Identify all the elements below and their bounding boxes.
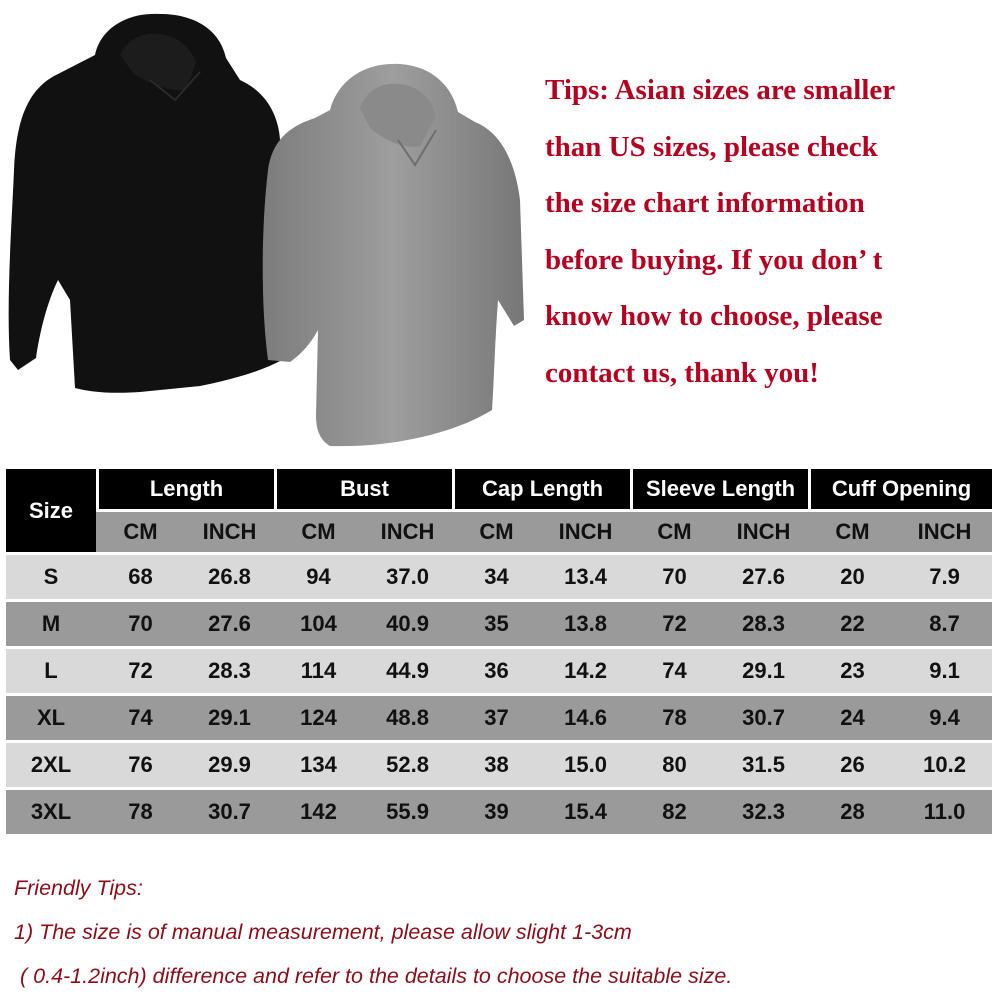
value-cell: 11.0	[897, 790, 992, 834]
value-cell: 37	[452, 696, 541, 740]
value-cell: 7.9	[897, 555, 992, 599]
value-cell: 55.9	[363, 790, 452, 834]
bust-header: Bust	[274, 469, 452, 509]
value-cell: 36	[452, 649, 541, 693]
length-header: Length	[96, 469, 274, 509]
unit-cm: CM	[630, 512, 719, 552]
value-cell: 74	[96, 696, 185, 740]
product-photo	[0, 0, 540, 455]
value-cell: 124	[274, 696, 363, 740]
value-cell: 9.1	[897, 649, 992, 693]
value-cell: 70	[96, 602, 185, 646]
value-cell: 78	[630, 696, 719, 740]
tips-line: the size chart information	[545, 187, 865, 219]
value-cell: 134	[274, 743, 363, 787]
unit-inch: INCH	[185, 512, 274, 552]
unit-header-row	[6, 512, 992, 552]
unit-cm: CM	[274, 512, 363, 552]
table-row	[6, 696, 992, 740]
value-cell: 27.6	[185, 602, 274, 646]
unit-inch: INCH	[719, 512, 808, 552]
friendly-tips-line: ( 0.4-1.2inch) difference and refer to the details to choose the suitable size.	[20, 964, 733, 988]
value-cell: 34	[452, 555, 541, 599]
tips-line: know how to choose, please	[545, 300, 883, 332]
value-cell: 28	[808, 790, 897, 834]
value-cell: 142	[274, 790, 363, 834]
value-cell: 26.8	[185, 555, 274, 599]
unit-inch: INCH	[541, 512, 630, 552]
sleeve-length-header: Sleeve Length	[630, 469, 808, 509]
size-cell: XL	[6, 696, 96, 740]
table-row	[6, 649, 992, 693]
table-row	[6, 790, 992, 834]
value-cell: 72	[630, 602, 719, 646]
size-cell: 3XL	[6, 790, 96, 834]
table-row	[6, 602, 992, 646]
size-header: Size	[6, 469, 96, 552]
value-cell: 27.6	[719, 555, 808, 599]
size-cell: S	[6, 555, 96, 599]
value-cell: 78	[96, 790, 185, 834]
tips-line: before buying. If you don’ t	[545, 243, 883, 276]
tips-line: contact us, thank you!	[545, 356, 819, 389]
value-cell: 15.4	[541, 790, 630, 834]
value-cell: 80	[630, 743, 719, 787]
value-cell: 15.0	[541, 743, 630, 787]
value-cell: 72	[96, 649, 185, 693]
unit-cm: CM	[96, 512, 185, 552]
value-cell: 13.4	[541, 555, 630, 599]
value-cell: 14.6	[541, 696, 630, 740]
value-cell: 8.7	[897, 602, 992, 646]
value-cell: 9.4	[897, 696, 992, 740]
cuff-opening-header: Cuff Opening	[808, 469, 992, 509]
friendly-tips-title: Friendly Tips:	[14, 876, 143, 900]
value-cell: 44.9	[363, 649, 452, 693]
value-cell: 70	[630, 555, 719, 599]
value-cell: 32.3	[719, 790, 808, 834]
value-cell: 38	[452, 743, 541, 787]
value-cell: 37.0	[363, 555, 452, 599]
value-cell: 29.9	[185, 743, 274, 787]
tips-line: than US sizes, please check	[545, 130, 878, 163]
value-cell: 29.1	[185, 696, 274, 740]
size-cell: M	[6, 602, 96, 646]
unit-inch: INCH	[897, 512, 992, 552]
value-cell: 28.3	[185, 649, 274, 693]
group-header-row	[6, 469, 992, 509]
tips-line: Tips: Asian sizes are smaller	[545, 74, 896, 106]
value-cell: 52.8	[363, 743, 452, 787]
value-cell: 48.8	[363, 696, 452, 740]
value-cell: 24	[808, 696, 897, 740]
value-cell: 76	[96, 743, 185, 787]
cap-length-header: Cap Length	[452, 469, 630, 509]
value-cell: 20	[808, 555, 897, 599]
friendly-tips-line: 1) The size is of manual measurement, please allow slight 1-3cm	[14, 920, 632, 944]
value-cell: 104	[274, 602, 363, 646]
tips-text	[545, 62, 995, 401]
value-cell: 26	[808, 743, 897, 787]
value-cell: 29.1	[719, 649, 808, 693]
value-cell: 22	[808, 602, 897, 646]
value-cell: 74	[630, 649, 719, 693]
value-cell: 28.3	[719, 602, 808, 646]
value-cell: 35	[452, 602, 541, 646]
value-cell: 82	[630, 790, 719, 834]
size-cell: 2XL	[6, 743, 96, 787]
grey-hoodie-image	[263, 64, 524, 446]
value-cell: 39	[452, 790, 541, 834]
black-hoodie-image	[9, 14, 282, 393]
value-cell: 31.5	[719, 743, 808, 787]
unit-inch: INCH	[363, 512, 452, 552]
table-row	[6, 743, 992, 787]
table-row	[6, 555, 992, 599]
value-cell: 14.2	[541, 649, 630, 693]
size-cell: L	[6, 649, 96, 693]
value-cell: 13.8	[541, 602, 630, 646]
value-cell: 30.7	[719, 696, 808, 740]
unit-cm: CM	[452, 512, 541, 552]
value-cell: 40.9	[363, 602, 452, 646]
value-cell: 68	[96, 555, 185, 599]
size-chart-table	[6, 466, 992, 837]
value-cell: 30.7	[185, 790, 274, 834]
value-cell: 94	[274, 555, 363, 599]
value-cell: 10.2	[897, 743, 992, 787]
friendly-tips	[14, 866, 732, 998]
value-cell: 114	[274, 649, 363, 693]
value-cell: 23	[808, 649, 897, 693]
unit-cm: CM	[808, 512, 897, 552]
